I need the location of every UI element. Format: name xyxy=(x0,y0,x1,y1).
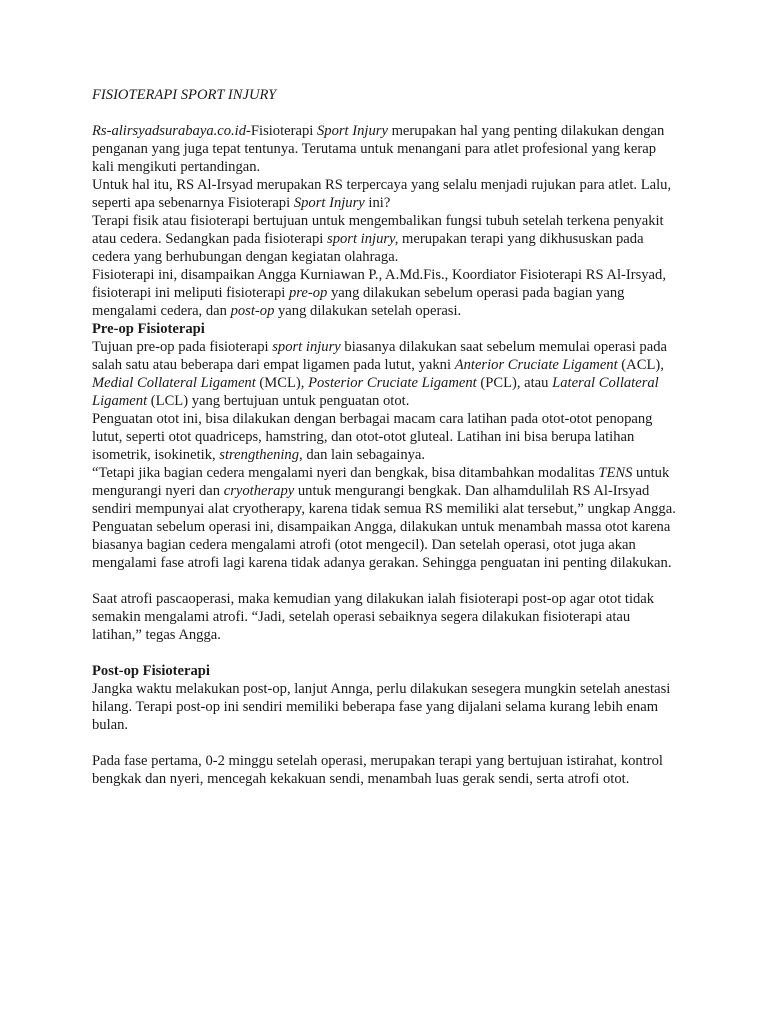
text-span: fisioterapi ini meliputi fisioterapi xyxy=(92,285,289,301)
text-span: , dan lain sebagainya. xyxy=(299,447,426,463)
paragraph-quote-tens xyxy=(92,464,680,518)
text-span: (LCL) yang bertujuan untuk penguatan otot. xyxy=(147,393,410,409)
text-span: yang dilakukan setelah operasi. xyxy=(274,303,462,319)
text-span: Penguatan otot ini, bisa dilakukan dengan berbagai macam cara latihan pada otot-otot penopang lutut, seperti otot quadriceps, hamstring, dan otot-otot gluteal. Latihan ini bisa berupa latihan isometrik, isokinetik, xyxy=(92,411,653,463)
paragraph-atrofi: Saat atrofi pascaoperasi, maka kemudian yang dilakukan ialah fisioterapi post-op agar otot tidak semakin mengalami atrofi. “Jadi, setelah operasi sebaiknya segera dilakukan fisioterapi atau latihan,” tegas Angga. xyxy=(92,591,655,643)
paragraph-penguatan-sebelum-operasi: Penguatan sebelum operasi ini, disampaikan Angga, dilakukan untuk menambah massa otot karena biasanya bagian cedera mengalami atrofi (otot mengecil). Dan setelah operasi, otot juga akan mengalami fase atrofi lagi karena tidak adanya gerakan. Sehingga penguatan ini penting dilakukan. xyxy=(92,519,672,571)
text-span: (ACL), xyxy=(617,357,664,373)
text-span: (PCL), atau xyxy=(476,375,553,391)
term-acl: Anterior Cruciate Ligament xyxy=(454,357,618,373)
text-span: Fisioterapi ini, disampaikan Angga Kurniawan P., A.Md.Fis., Koordiator Fisioterapi RS Al-Irsyad xyxy=(92,267,663,283)
paragraph-angga xyxy=(92,266,680,320)
paragraph-penguatan-otot xyxy=(92,410,680,464)
text-span: (MCL), xyxy=(255,375,309,391)
paragraph-rs-alirsyad xyxy=(92,176,680,212)
term-strengthening: strengthening xyxy=(219,447,300,463)
text-span: yang dilakukan sebelum operasi pada bagian yang mengalami cedera, dan xyxy=(92,285,625,319)
term-pcl: Posterior Cruciate Ligament xyxy=(308,375,477,391)
text-span: “Tetapi jika bagian cedera mengalami nyeri dan bengkak, bisa ditambahkan modalitas xyxy=(92,465,599,481)
term-lcl: Lateral Collateral Ligament xyxy=(92,375,659,409)
text-span: merupakan hal yang penting dilakukan dengan penganan yang juga tepat tentunya. Terutama untuk menangani para atlet profesional yang kerap kali mengikuti pertandingan. xyxy=(92,123,665,175)
text-span: Untuk hal itu, RS Al-Irsyad merupakan RS terpercaya yang selalu menjadi rujukan para atlet. Lalu, seperti apa sebenarnya Fisioterapi xyxy=(92,177,672,211)
paragraph-terapi-fisik xyxy=(92,212,680,266)
term-sport-injury: Sport Injury xyxy=(316,123,388,139)
text-span: ini? xyxy=(364,195,391,211)
text-span: untuk mengurangi nyeri dan xyxy=(92,465,670,499)
heading-postop: Post-op Fisioterapi xyxy=(92,663,210,679)
paragraph-jangka-waktu: Jangka waktu melakukan post-op, lanjut Annga, perlu dilakukan sesegera mungkin setelah anestasi hilang. Terapi post-op ini sendiri memiliki beberapa fase yang dijalani selama kurang lebih enam bulan. xyxy=(92,681,671,733)
source-site: Rs-alirsyadsurabaya.co.id- xyxy=(92,123,251,139)
term-post-op: post-op xyxy=(230,303,275,319)
term-cryotherapy: cryotherapy xyxy=(223,483,295,499)
text-span: untuk mengurangi bengkak. Dan alhamdulilah RS Al-Irsyad sendiri mempunyai alat cryotherapy, karena tidak semua RS memiliki alat tersebut,” ungkap Angga. xyxy=(92,483,676,517)
text-span: Fisioterapi xyxy=(250,123,317,139)
term-sport-injury: sport injury xyxy=(272,339,341,355)
text-span: biasanya dilakukan saat sebelum memulai operasi pada salah satu atau beberapa dari empat ligamen pada lutut, yakni xyxy=(92,339,667,373)
text-span: Tujuan pre-op pada fisioterapi xyxy=(92,339,273,355)
text-span: Terapi fisik atau fisioterapi bertujuan untuk mengembalikan fungsi tubuh setelah terkena penyakit atau cedera. Sedangkan pada fisioterapi xyxy=(92,213,664,247)
term-mcl: Medial Collateral Ligament xyxy=(92,375,256,391)
term-sport-injury: sport injury, xyxy=(327,231,399,247)
term-sport-injury: Sport Injury xyxy=(293,195,365,211)
text-span: , xyxy=(662,267,666,283)
paragraph-intro xyxy=(92,122,680,176)
document-title: FISIOTERAPI SPORT INJURY xyxy=(92,87,277,103)
term-tens: TENS xyxy=(598,465,633,481)
paragraph-fase-pertama: Pada fase pertama, 0-2 minggu setelah operasi, merupakan terapi yang bertujuan istirahat, kontrol bengkak dan nyeri, mencegah kekakuan sendi, menambah luas gerak sendi, serta atrofi otot. xyxy=(92,753,663,787)
text-span: merupakan terapi yang dikhususkan pada cedera yang berhubungan dengan kegiatan olahraga. xyxy=(92,231,644,265)
term-pre-op: pre-op xyxy=(288,285,328,301)
paragraph-preop-tujuan xyxy=(92,338,680,410)
heading-preop: Pre-op Fisioterapi xyxy=(92,321,205,337)
